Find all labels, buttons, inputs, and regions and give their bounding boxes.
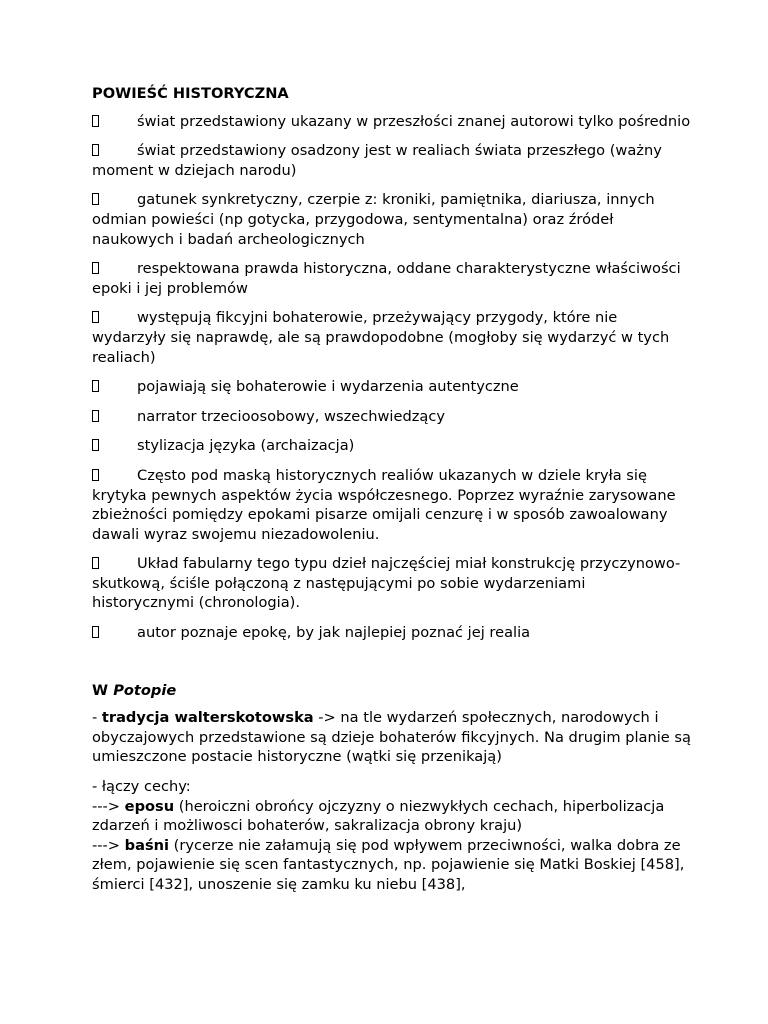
unsupported-glyph-box-icon — [92, 190, 137, 210]
bullet-text: stylizacja języka (archaizacja) — [137, 437, 355, 455]
section-heading — [92, 681, 692, 701]
unsupported-glyph-box-icon — [92, 554, 137, 574]
bullet-item — [92, 623, 692, 643]
features-paragraph — [92, 777, 692, 895]
features-item-term: eposu — [124, 797, 175, 815]
bullet-item — [92, 377, 692, 397]
bullet-text: respektowana prawda historyczna, oddane charakterystyczne właściwości epoki i jej problemów — [92, 260, 681, 297]
unsupported-glyph-box-icon — [92, 112, 137, 132]
bullet-item — [92, 554, 692, 613]
bullet-item — [92, 436, 692, 456]
bullet-item — [92, 112, 692, 132]
bullet-item — [92, 190, 692, 249]
document-page — [92, 84, 692, 905]
features-item-epos — [92, 797, 692, 836]
walterskotowska-paragraph — [92, 708, 692, 767]
unsupported-glyph-box-icon — [92, 259, 137, 279]
paragraph-text: -> na tle wydarzeń społecznych, narodowych i obyczajowych przedstawione są dzieje bohaterów fikcyjnych. Na drugim planie są umieszczone postacie historyczne (wątki się przenikają) — [92, 709, 691, 766]
bullet-item — [92, 407, 692, 427]
bullet-item — [92, 141, 692, 180]
section-heading-title: Potopie — [113, 681, 177, 699]
bullet-text: autor poznaje epokę, by jak najlepiej poznać jej realia — [137, 624, 531, 642]
bullet-text: narrator trzecioosobowy, wszechwiedzący — [137, 407, 445, 425]
arrow-prefix: ---> — [92, 797, 125, 815]
features-item-basn — [92, 836, 692, 895]
features-item-text: (rycerze nie załamują się pod wpływem przeciwności, walka dobra ze złem, pojawienie się scen fantastycznych, np. pojawienie się Matki Boskiej [458], śmierci [432], unoszenie się zamku ku niebu [438], — [92, 836, 685, 893]
unsupported-glyph-box-icon — [92, 308, 137, 328]
bullet-text: świat przedstawiony osadzony jest w realiach świata przeszłego (ważny moment w dziejach narodu) — [92, 142, 662, 179]
unsupported-glyph-box-icon — [92, 466, 137, 486]
features-item-text: (heroiczni obrońcy ojczyzny o niezwykłych cechach, hiperbolizacja zdarzeń i możliwosci bohaterów, sakralizacja obrony kraju) — [92, 797, 665, 835]
bullet-item — [92, 466, 692, 544]
features-item-term: baśni — [124, 836, 170, 854]
section-spacer — [92, 653, 692, 681]
unsupported-glyph-box-icon — [92, 407, 137, 427]
bullet-text: gatunek synkretyczny, czerpie z: kroniki, pamiętnika, diariusza, innych odmian powieści (np gotycka, przygodowa, sentymentalna) oraz źródeł naukowych i badań archeologicznych — [92, 191, 655, 248]
bullet-item — [92, 308, 692, 367]
document-title: POWIEŚĆ HISTORYCZNA — [92, 85, 289, 102]
bullet-text: świat przedstawiony ukazany w przeszłości znanej autorowi tylko pośrednio — [137, 112, 691, 130]
unsupported-glyph-box-icon — [92, 623, 137, 643]
bullet-text: Często pod maską historycznych realiów ukazanych w dziele kryła się krytyka pewnych aspektów życia współczesnego. Poprzez wyraźnie zarysowane zbieżności pomiędzy epokami pisarze omijali cenzurę i w sposób zawoalowany dawali wyraz swojemu niezadowoleniu. — [92, 466, 676, 543]
paragraph-bold-term: tradycja walterskotowska — [101, 709, 314, 727]
bullet-text: występują fikcyjni bohaterowie, przeżywający przygody, które nie wydarzyły się naprawdę, ale są prawdopodobne (mogłoby się wydarzyć w tych realiach) — [92, 309, 670, 366]
unsupported-glyph-box-icon — [92, 377, 137, 397]
unsupported-glyph-box-icon — [92, 141, 137, 161]
bullet-text: Układ fabularny tego typu dzieł najczęściej miał konstrukcję przyczynowo-skutkową, ściśle połączoną z następującymi po sobie wydarzeniami historycznymi (chronologia). — [92, 555, 681, 612]
bullet-item — [92, 259, 692, 298]
section-heading-prefix: W — [92, 681, 109, 699]
unsupported-glyph-box-icon — [92, 436, 137, 456]
bullet-text: pojawiają się bohaterowie i wydarzenia autentyczne — [137, 378, 519, 396]
paragraph-dash: - — [92, 709, 102, 727]
arrow-prefix: ---> — [92, 836, 125, 854]
features-intro: - łączy cechy: — [92, 778, 191, 796]
bullet-list — [92, 112, 692, 643]
